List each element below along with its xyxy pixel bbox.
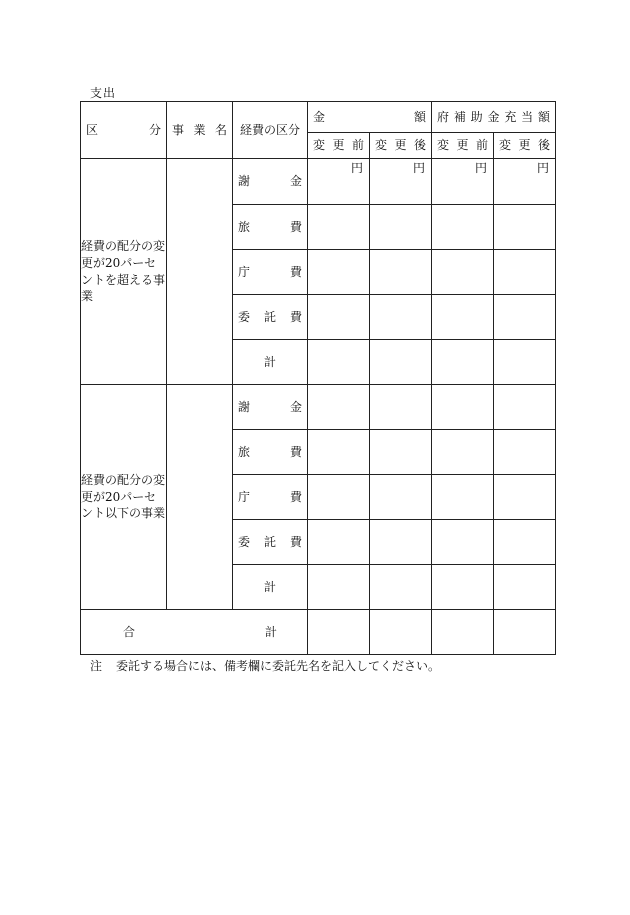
amount-cell bbox=[494, 565, 556, 610]
amount-cell bbox=[308, 385, 370, 430]
amount-cell bbox=[432, 250, 494, 295]
header-kubun: 区 分 bbox=[81, 102, 167, 159]
header-henko-go: 変 更 後 bbox=[370, 133, 432, 159]
amount-cell bbox=[308, 340, 370, 385]
expenditure-table bbox=[80, 101, 556, 655]
jigyomei-cell bbox=[167, 385, 233, 610]
subtotal-label: 計 bbox=[233, 565, 308, 610]
footnote-text: 委託する場合には、備考欄に委託先名を記入してください。 bbox=[116, 659, 441, 673]
amount-cell bbox=[432, 430, 494, 475]
amount-cell bbox=[432, 610, 494, 655]
header-kingaku: 金 額 bbox=[308, 102, 432, 133]
table-row bbox=[81, 385, 556, 430]
item-shakin: 謝 金 bbox=[233, 159, 308, 205]
item-itakuhi: 委 託 費 bbox=[233, 295, 308, 340]
header-fu-hojokin bbox=[432, 102, 556, 133]
amount-cell bbox=[494, 385, 556, 430]
amount-cell bbox=[494, 340, 556, 385]
amount-cell bbox=[370, 610, 432, 655]
header-fu-henko-mae: 変 更 前 bbox=[432, 133, 494, 159]
item-shakin: 謝 金 bbox=[233, 385, 308, 430]
amount-cell bbox=[432, 520, 494, 565]
amount-cell bbox=[432, 565, 494, 610]
amount-cell bbox=[432, 385, 494, 430]
amount-cell bbox=[370, 475, 432, 520]
amount-cell bbox=[308, 430, 370, 475]
amount-cell bbox=[494, 250, 556, 295]
amount-cell bbox=[432, 205, 494, 250]
item-chohi: 庁 費 bbox=[233, 250, 308, 295]
amount-cell bbox=[308, 295, 370, 340]
category-under-20: 経費の配分の変更が20パーセント以下の事業 bbox=[81, 385, 167, 610]
header-keihi-kubun: 経費の区分 bbox=[233, 102, 308, 159]
amount-cell bbox=[494, 430, 556, 475]
amount-after: 円 bbox=[370, 159, 432, 205]
amount-cell bbox=[494, 475, 556, 520]
header-fu-henko-go: 変 更 後 bbox=[494, 133, 556, 159]
amount-cell bbox=[370, 565, 432, 610]
subsidy-before: 円 bbox=[432, 159, 494, 205]
fu-hojokin-label: 府 補 助 金 充 当 額 bbox=[437, 109, 550, 124]
header-jigyomei: 事 業 名 bbox=[167, 102, 233, 159]
amount-cell bbox=[308, 475, 370, 520]
header-row-1 bbox=[81, 102, 556, 133]
amount-cell bbox=[308, 610, 370, 655]
amount-cell bbox=[308, 205, 370, 250]
amount-cell bbox=[370, 205, 432, 250]
jigyomei-cell bbox=[167, 159, 233, 385]
amount-before: 円 bbox=[308, 159, 370, 205]
item-itakuhi: 委 託 費 bbox=[233, 520, 308, 565]
amount-cell bbox=[494, 295, 556, 340]
amount-cell bbox=[432, 295, 494, 340]
table-row bbox=[81, 159, 556, 205]
subsidy-after: 円 bbox=[494, 159, 556, 205]
header-henko-mae: 変 更 前 bbox=[308, 133, 370, 159]
amount-cell bbox=[370, 385, 432, 430]
footnote bbox=[90, 657, 440, 674]
amount-cell bbox=[370, 430, 432, 475]
amount-cell bbox=[308, 565, 370, 610]
item-ryohi: 旅 費 bbox=[233, 205, 308, 250]
section-heading: 支出 bbox=[90, 86, 117, 100]
footnote-mark: 注 bbox=[90, 659, 103, 673]
total-row bbox=[81, 610, 556, 655]
amount-cell bbox=[370, 340, 432, 385]
amount-cell bbox=[308, 250, 370, 295]
amount-cell bbox=[494, 520, 556, 565]
subtotal-label: 計 bbox=[233, 340, 308, 385]
item-ryohi: 旅 費 bbox=[233, 430, 308, 475]
category-over-20: 経費の配分の変更が20パーセントを超える事業 bbox=[81, 159, 167, 385]
item-chohi: 庁 費 bbox=[233, 475, 308, 520]
amount-cell bbox=[370, 250, 432, 295]
amount-cell bbox=[370, 520, 432, 565]
total-label: 合 計 bbox=[81, 610, 308, 655]
amount-cell bbox=[432, 340, 494, 385]
amount-cell bbox=[494, 610, 556, 655]
amount-cell bbox=[494, 205, 556, 250]
amount-cell bbox=[370, 295, 432, 340]
amount-cell bbox=[308, 520, 370, 565]
amount-cell bbox=[432, 475, 494, 520]
